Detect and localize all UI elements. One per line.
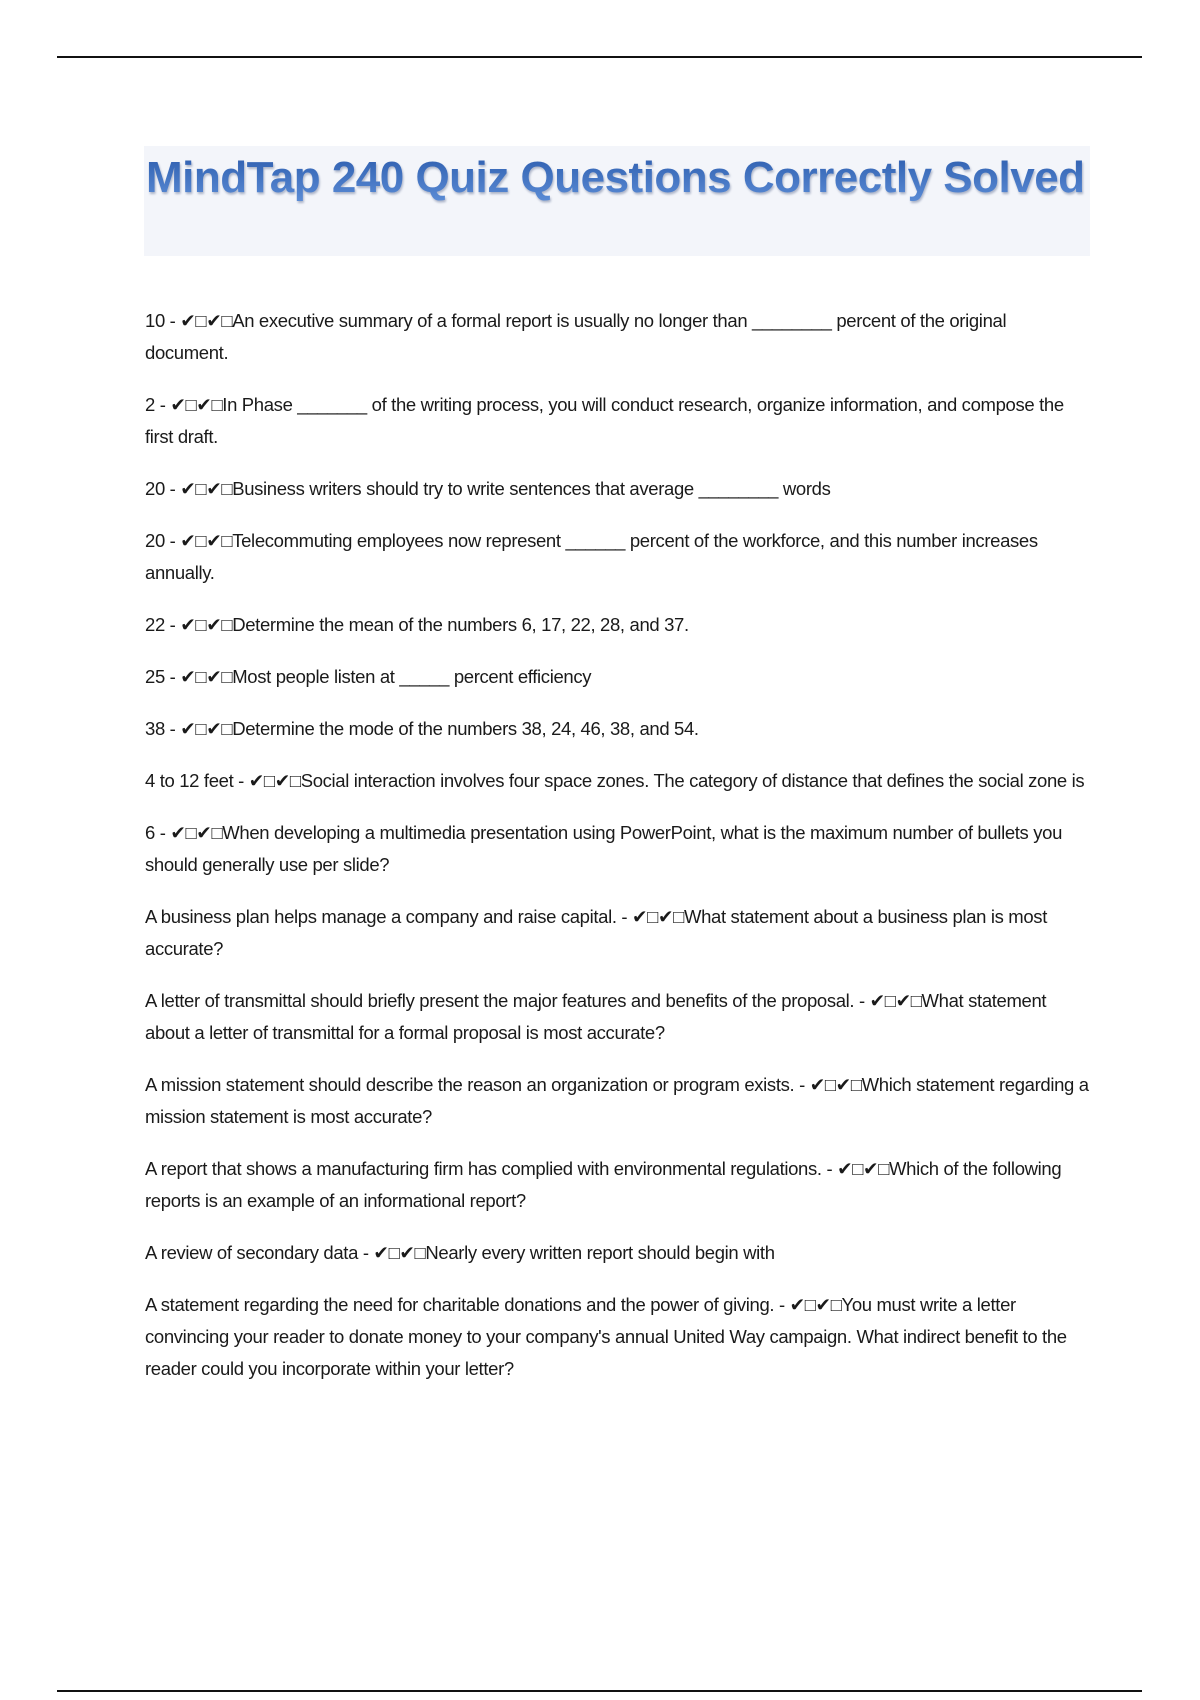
question-item: A statement regarding the need for charitable donations and the power of giving. - ✔□✔□You must write a letter convincing your reader to donate money to your company's annual United Way campaign. What indirect benefit to the reader could you incorporate within your letter? (145, 1294, 1067, 1379)
question-item: A mission statement should describe the reason an organization or program exists. - ✔□✔□Which statement regarding a mission statement is most accurate? (145, 1074, 1089, 1127)
question-item: 6 - ✔□✔□When developing a multimedia presentation using PowerPoint, what is the maximum number of bullets you should generally use per slide? (145, 822, 1063, 875)
footer-rule (57, 1690, 1142, 1692)
question-item: 25 - ✔□✔□Most people listen at _____ percent efficiency (145, 666, 592, 687)
question-item: 38 - ✔□✔□Determine the mode of the numbers 38, 24, 46, 38, and 54. (145, 718, 699, 739)
document-title: MindTap 240 Quiz Questions Correctly Solved (144, 146, 1090, 205)
question-item: 10 - ✔□✔□An executive summary of a formal report is usually no longer than ________ percent of the original document. (145, 310, 1007, 363)
question-item: 2 - ✔□✔□In Phase _______ of the writing process, you will conduct research, organize information, and compose the first draft. (145, 394, 1064, 447)
question-item: 20 - ✔□✔□Business writers should try to write sentences that average ________ words (145, 478, 831, 499)
question-item: 22 - ✔□✔□Determine the mean of the numbers 6, 17, 22, 28, and 37. (145, 614, 689, 635)
question-item: A report that shows a manufacturing firm has complied with environmental regulations. - ✔□✔□Which of the following reports is an example of an informational report? (145, 1158, 1062, 1211)
question-item: A letter of transmittal should briefly present the major features and benefits of the proposal. - ✔□✔□What statement about a letter of transmittal for a formal proposal is most accurate? (145, 990, 1047, 1043)
question-item: 20 - ✔□✔□Telecommuting employees now represent ______ percent of the workforce, and this number increases annually. (145, 530, 1038, 583)
question-item: A review of secondary data - ✔□✔□Nearly every written report should begin with (145, 1242, 775, 1263)
question-item: 4 to 12 feet - ✔□✔□Social interaction involves four space zones. The category of distance that defines the social zone is (145, 770, 1085, 791)
question-item: A business plan helps manage a company and raise capital. - ✔□✔□What statement about a business plan is most accurate? (145, 906, 1047, 959)
question-list (145, 305, 1090, 1405)
title-banner (144, 146, 1090, 256)
header-rule (57, 56, 1142, 58)
